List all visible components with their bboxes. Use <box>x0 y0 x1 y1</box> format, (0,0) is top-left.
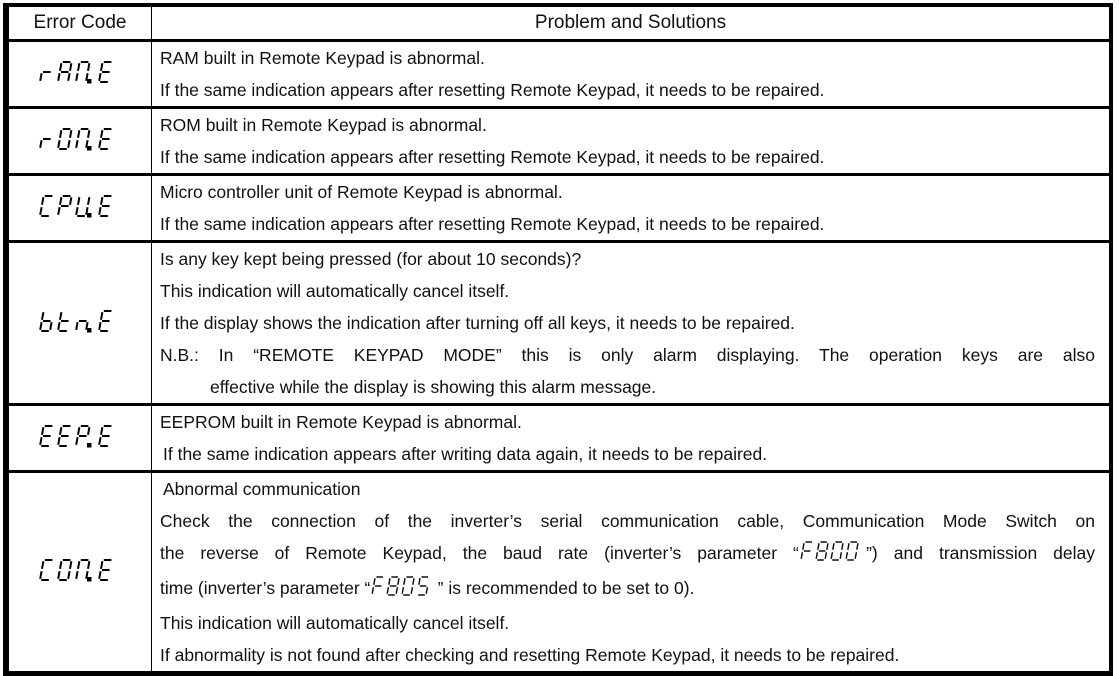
description-line-note: N.B.: In “REMOTE KEYPAD MODE” this is only alarm displaying. The operation keys are also <box>160 345 1095 365</box>
description-cell <box>152 242 1112 405</box>
error-code-cell <box>6 242 152 405</box>
error-code-cell <box>6 175 152 242</box>
description-line-delay: time (inverter’s parameter “ ” is recommended to be set to 0). <box>160 572 1095 607</box>
error-code-table <box>3 3 1113 676</box>
seven-segment-code-rame <box>38 60 123 89</box>
description-line-note-cont: effective while the display is showing this alarm message. <box>210 377 657 397</box>
seven-segment-code-cpue <box>38 194 123 223</box>
description-line-baud: the reverse of Remote Keypad, the baud rate (inverter’s parameter “ ”) and transmission delay <box>160 537 1095 572</box>
header-row <box>6 5 1111 41</box>
error-code-cell <box>6 108 152 175</box>
description-line: If the same indication appears after resetting Remote Keypad, it needs to be repaired. <box>160 214 825 234</box>
description-line: Is any key kept being pressed (for about 10 seconds)? <box>160 249 582 269</box>
description-line: ROM built in Remote Keypad is abnormal. <box>160 115 487 135</box>
error-code-cell <box>6 41 152 108</box>
description-line: EEPROM built in Remote Keypad is abnormal. <box>160 412 522 432</box>
description-cell <box>152 472 1112 674</box>
description-cell <box>152 175 1112 242</box>
description-line: Check the connection of the inverter’s serial communication cable, Communication Mode Switch on <box>160 511 1095 531</box>
table-row <box>6 242 1111 405</box>
description-line: If the same indication appears after resetting Remote Keypad, it needs to be repaired. <box>160 147 825 167</box>
description-cell <box>152 405 1112 472</box>
seven-segment-code-rome <box>38 127 123 156</box>
seven-segment-param-f805 <box>370 575 437 607</box>
table-row <box>6 472 1111 674</box>
description-cell <box>152 108 1112 175</box>
seven-segment-code-eepe <box>38 424 123 453</box>
seven-segment-param-f800 <box>799 540 866 572</box>
description-line: This indication will automatically cancel itself. <box>160 613 510 633</box>
description-line: If abnormality is not found after checking and resetting Remote Keypad, it needs to be repaired. <box>160 645 900 665</box>
description-line: RAM built in Remote Keypad is abnormal. <box>160 48 485 68</box>
description-line: If the display shows the indication after turning off all keys, it needs to be repaired. <box>160 313 795 333</box>
description-line: Abnormal communication <box>163 479 361 499</box>
description-line: This indication will automatically cancel itself. <box>160 281 510 301</box>
table-row <box>6 108 1111 175</box>
error-code-cell <box>6 405 152 472</box>
header-problem-solutions: Problem and Solutions <box>152 5 1112 41</box>
table-row <box>6 41 1111 108</box>
description-line: If the same indication appears after resetting Remote Keypad, it needs to be repaired. <box>160 80 825 100</box>
description-cell <box>152 41 1112 108</box>
error-code-cell <box>6 472 152 674</box>
description-line: Micro controller unit of Remote Keypad is abnormal. <box>160 182 563 202</box>
header-error-code: Error Code <box>6 5 152 41</box>
description-line: If the same indication appears after writing data again, it needs to be repaired. <box>163 444 768 464</box>
table-row <box>6 405 1111 472</box>
table-row <box>6 175 1111 242</box>
seven-segment-code-come <box>38 558 123 587</box>
seven-segment-code-btne <box>38 309 123 338</box>
